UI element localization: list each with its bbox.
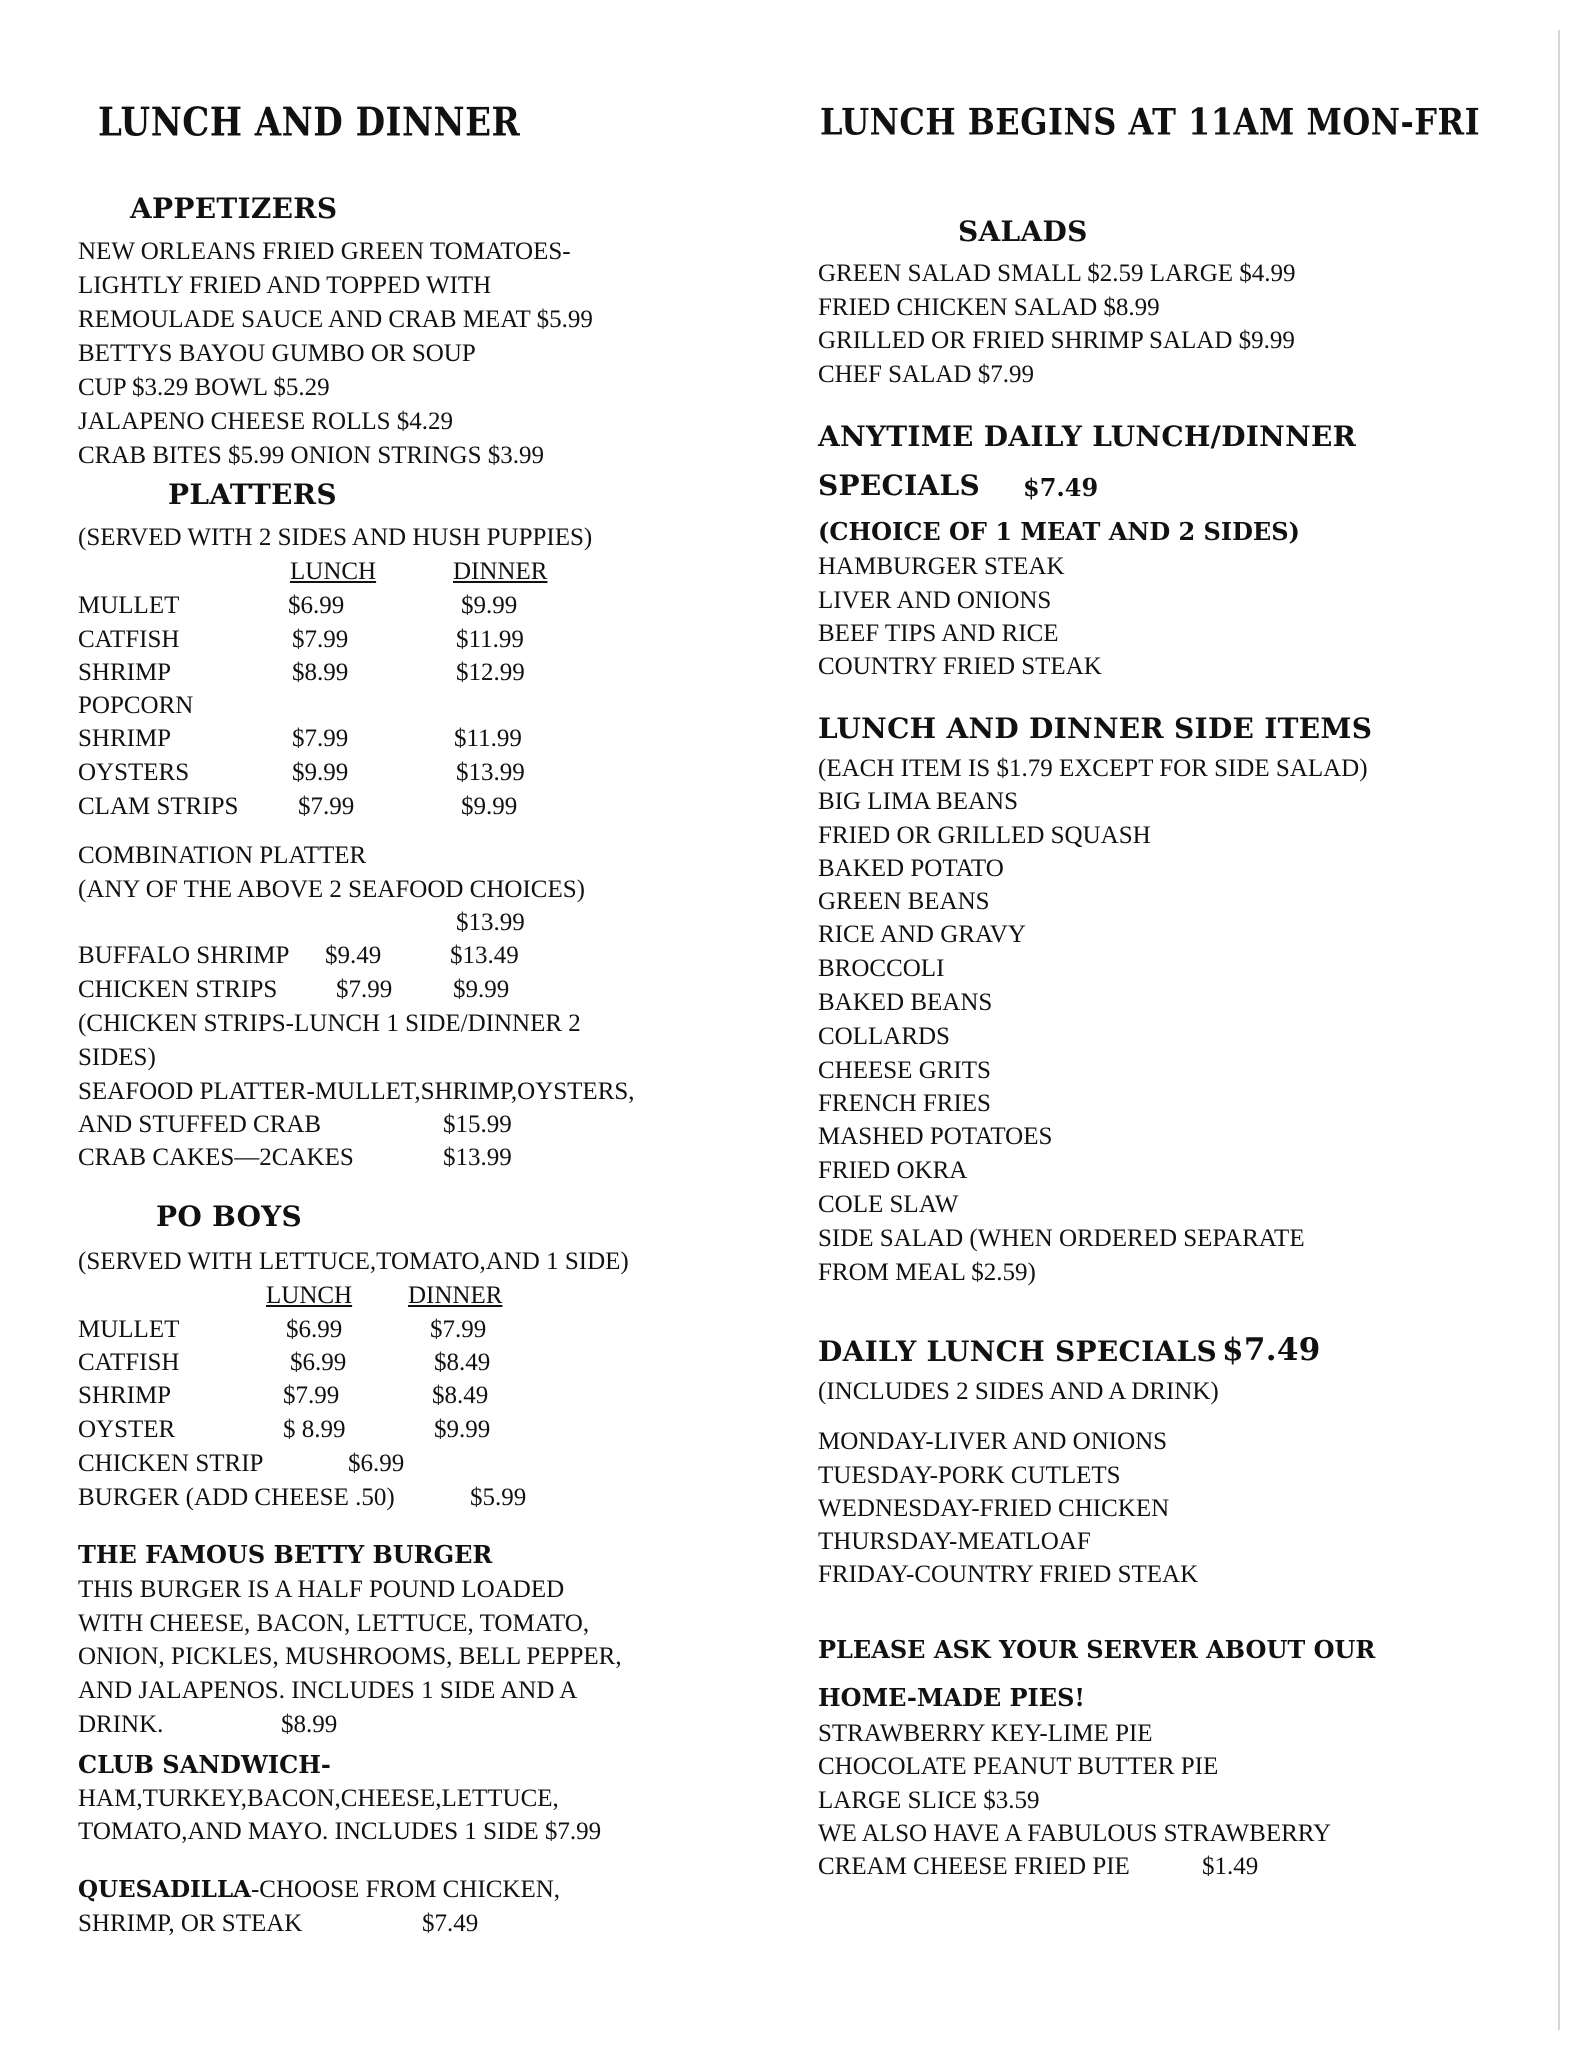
- salad-line: GRILLED OR FRIED SHRIMP SALAD $9.99: [818, 327, 1295, 354]
- betty-burger-price: $8.99: [281, 1711, 338, 1738]
- side-item: FRIED OR GRILLED SQUASH: [818, 822, 1151, 849]
- side-item: SIDE SALAD (WHEN ORDERED SEPARATE: [818, 1225, 1305, 1252]
- po-boy-lunch-price: $ 8.99: [283, 1416, 346, 1443]
- platter-lunch-price: $6.99: [288, 592, 345, 619]
- daily-special-item: THURSDAY-MEATLOAF: [818, 1528, 1091, 1555]
- pies-heading-2: HOME-MADE PIES!: [818, 1683, 1085, 1712]
- crab-cakes: CRAB CAKES—2CAKES: [78, 1144, 354, 1171]
- daily-specials-price: $7.49: [1222, 1332, 1321, 1368]
- appetizer-line: JALAPENO CHEESE ROLLS $4.29: [78, 408, 454, 435]
- seafood-platter-line: SEAFOOD PLATTER-MULLET,SHRIMP,OYSTERS,: [78, 1078, 635, 1105]
- platter-name: MULLET: [78, 592, 180, 619]
- anytime-item: COUNTRY FRIED STEAK: [818, 653, 1102, 680]
- platter-lunch-price: $7.99: [298, 793, 355, 820]
- club-sandwich-line: HAM,TURKEY,BACON,CHEESE,LETTUCE,: [78, 1785, 559, 1812]
- combo-price: $13.99: [456, 909, 525, 936]
- appetizer-line: BETTYS BAYOU GUMBO OR SOUP: [78, 340, 476, 367]
- po-boys-col-dinner: DINNER: [408, 1282, 503, 1309]
- side-item: BAKED POTATO: [818, 855, 1004, 882]
- seafood-platter-price: $15.99: [443, 1111, 512, 1138]
- anytime-item: HAMBURGER STEAK: [818, 553, 1065, 580]
- anytime-price: $7.49: [1023, 473, 1099, 502]
- appetizer-line: REMOULADE SAUCE AND CRAB MEAT $5.99: [78, 306, 593, 333]
- pie-item-last: CREAM CHEESE FRIED PIE: [818, 1853, 1130, 1880]
- po-boy-name: CATFISH: [78, 1349, 180, 1376]
- combo-note: (ANY OF THE ABOVE 2 SEAFOOD CHOICES): [78, 876, 585, 903]
- salad-line: CHEF SALAD $7.99: [818, 361, 1034, 388]
- appetizer-line: CRAB BITES $5.99 ONION STRINGS $3.99: [78, 442, 545, 469]
- platters-col-lunch: LUNCH: [290, 558, 377, 585]
- pie-item-last-price: $1.49: [1202, 1853, 1259, 1880]
- pie-item: CHOCOLATE PEANUT BUTTER PIE: [818, 1753, 1219, 1780]
- salad-line: FRIED CHICKEN SALAD $8.99: [818, 294, 1160, 321]
- platter-name: CATFISH: [78, 626, 180, 653]
- po-boy-name: OYSTER: [78, 1416, 176, 1443]
- anytime-item: BEEF TIPS AND RICE: [818, 620, 1059, 647]
- platter-name: SHRIMP: [78, 725, 172, 752]
- chicken-strips-dinner-price: $9.99: [453, 976, 510, 1003]
- lunch-hours-title: LUNCH BEGINS AT 11AM MON-FRI: [820, 100, 1481, 144]
- po-boy-dinner-price: $7.99: [430, 1316, 487, 1343]
- side-item: BIG LIMA BEANS: [818, 788, 1019, 815]
- platter-dinner-price: $13.99: [456, 759, 525, 786]
- platter-name: OYSTERS: [78, 759, 190, 786]
- po-boy-name: MULLET: [78, 1316, 180, 1343]
- daily-special-item: TUESDAY-PORK CUTLETS: [818, 1462, 1121, 1489]
- appetizers-heading: APPETIZERS: [130, 192, 338, 225]
- anytime-heading-2: SPECIALS: [818, 469, 981, 502]
- buffalo-lunch-price: $9.49: [325, 942, 382, 969]
- anytime-heading: ANYTIME DAILY LUNCH/DINNER: [818, 420, 1357, 453]
- pie-item: LARGE SLICE $3.59: [818, 1787, 1040, 1814]
- platter-dinner-price: $12.99: [456, 659, 525, 686]
- platter-dinner-price: $11.99: [456, 626, 524, 653]
- platters-heading: PLATTERS: [168, 478, 337, 511]
- betty-burger-last: DRINK.: [78, 1711, 164, 1738]
- side-item: BROCCOLI: [818, 955, 945, 982]
- chicken-strip-po-boy: CHICKEN STRIP: [78, 1450, 264, 1477]
- po-boy-lunch-price: $6.99: [286, 1316, 343, 1343]
- salads-heading: SALADS: [958, 215, 1088, 248]
- anytime-item: LIVER AND ONIONS: [818, 587, 1052, 614]
- po-boy-dinner-price: $8.49: [434, 1349, 491, 1376]
- chicken-strips-note: SIDES): [78, 1044, 156, 1071]
- side-item: CHEESE GRITS: [818, 1057, 991, 1084]
- po-boy-name: SHRIMP: [78, 1382, 172, 1409]
- betty-burger-line: AND JALAPENOS. INCLUDES 1 SIDE AND A: [78, 1677, 578, 1704]
- burger-po-boy-price: $5.99: [470, 1484, 527, 1511]
- anytime-note: (CHOICE OF 1 MEAT AND 2 SIDES): [818, 517, 1300, 546]
- side-item: FROM MEAL $2.59): [818, 1259, 1036, 1286]
- pies-heading: PLEASE ASK YOUR SERVER ABOUT OUR: [818, 1635, 1376, 1664]
- po-boy-dinner-price: $8.49: [432, 1382, 489, 1409]
- buffalo-dinner-price: $13.49: [450, 942, 519, 969]
- daily-specials-note: (INCLUDES 2 SIDES AND A DRINK): [818, 1378, 1219, 1405]
- combo-title: COMBINATION PLATTER: [78, 842, 367, 869]
- club-sandwich-heading: CLUB SANDWICH-: [78, 1750, 331, 1779]
- platter-lunch-price: $7.99: [292, 626, 349, 653]
- platter-lunch-price: $7.99: [292, 725, 349, 752]
- seafood-platter-line: AND STUFFED CRAB: [78, 1111, 322, 1138]
- side-items-heading: LUNCH AND DINNER SIDE ITEMS: [818, 712, 1373, 745]
- chicken-strip-po-boy-price: $6.99: [348, 1450, 405, 1477]
- po-boy-lunch-price: $7.99: [283, 1382, 340, 1409]
- platter-name: POPCORN: [78, 692, 194, 719]
- betty-burger-heading: THE FAMOUS BETTY BURGER: [78, 1540, 493, 1569]
- platter-dinner-price: $9.99: [461, 793, 518, 820]
- platter-name: CLAM STRIPS: [78, 793, 239, 820]
- daily-special-item: WEDNESDAY-FRIED CHICKEN: [818, 1495, 1170, 1522]
- burger-po-boy: BURGER (ADD CHEESE .50): [78, 1484, 395, 1511]
- quesadilla-rest: -CHOOSE FROM CHICKEN,: [250, 1876, 561, 1903]
- side-item: MASHED POTATOES: [818, 1123, 1053, 1150]
- platters-col-dinner: DINNER: [453, 558, 548, 585]
- chicken-strips-lunch-price: $7.99: [336, 976, 393, 1003]
- appetizer-line: LIGHTLY FRIED AND TOPPED WITH: [78, 272, 492, 299]
- side-item: RICE AND GRAVY: [818, 921, 1026, 948]
- side-item: BAKED BEANS: [818, 989, 993, 1016]
- salad-line: GREEN SALAD SMALL $2.59 LARGE $4.99: [818, 260, 1296, 287]
- quesadilla-line: [78, 1873, 560, 1907]
- side-item: COLE SLAW: [818, 1191, 959, 1218]
- appetizer-line: NEW ORLEANS FRIED GREEN TOMATOES-: [78, 238, 571, 265]
- po-boy-dinner-price: $9.99: [434, 1416, 491, 1443]
- quesadilla-line-2: SHRIMP, OR STEAK: [78, 1910, 303, 1937]
- platter-dinner-price: $9.99: [461, 592, 518, 619]
- quesadilla-price: $7.49: [422, 1910, 479, 1937]
- buffalo-name: BUFFALO SHRIMP: [78, 942, 290, 969]
- platters-note: (SERVED WITH 2 SIDES AND HUSH PUPPIES): [78, 524, 593, 551]
- appetizer-line: CUP $3.29 BOWL $5.29: [78, 374, 330, 401]
- side-item: FRENCH FRIES: [818, 1090, 991, 1117]
- daily-special-item: FRIDAY-COUNTRY FRIED STEAK: [818, 1561, 1199, 1588]
- pie-item: WE ALSO HAVE A FABULOUS STRAWBERRY: [818, 1820, 1332, 1847]
- betty-burger-line: WITH CHEESE, BACON, LETTUCE, TOMATO,: [78, 1610, 590, 1637]
- betty-burger-line: THIS BURGER IS A HALF POUND LOADED: [78, 1576, 565, 1603]
- platter-name: SHRIMP: [78, 659, 172, 686]
- po-boys-heading: PO BOYS: [156, 1200, 303, 1233]
- platter-lunch-price: $8.99: [292, 659, 349, 686]
- side-item: GREEN BEANS: [818, 888, 990, 915]
- quesadilla-heading: QUESADILLA: [78, 1876, 251, 1903]
- page-title: LUNCH AND DINNER: [98, 100, 521, 146]
- platter-dinner-price: $11.99: [454, 725, 522, 752]
- crab-cakes-price: $13.99: [443, 1144, 512, 1171]
- platter-lunch-price: $9.99: [292, 759, 349, 786]
- side-items-note: (EACH ITEM IS $1.79 EXCEPT FOR SIDE SALAD): [818, 755, 1368, 782]
- po-boys-col-lunch: LUNCH: [266, 1282, 353, 1309]
- chicken-strips-note: (CHICKEN STRIPS-LUNCH 1 SIDE/DINNER 2: [78, 1010, 581, 1037]
- scan-edge-line: [1558, 30, 1560, 2030]
- po-boy-lunch-price: $6.99: [290, 1349, 347, 1376]
- betty-burger-line: ONION, PICKLES, MUSHROOMS, BELL PEPPER,: [78, 1643, 622, 1670]
- daily-specials-heading: DAILY LUNCH SPECIALS: [818, 1335, 1218, 1368]
- daily-special-item: MONDAY-LIVER AND ONIONS: [818, 1428, 1168, 1455]
- side-item: FRIED OKRA: [818, 1157, 968, 1184]
- pie-item: STRAWBERRY KEY-LIME PIE: [818, 1720, 1153, 1747]
- po-boys-note: (SERVED WITH LETTUCE,TOMATO,AND 1 SIDE): [78, 1248, 629, 1275]
- side-item: COLLARDS: [818, 1023, 950, 1050]
- club-sandwich-line: TOMATO,AND MAYO. INCLUDES 1 SIDE $7.99: [78, 1818, 602, 1845]
- chicken-strips-name: CHICKEN STRIPS: [78, 976, 278, 1003]
